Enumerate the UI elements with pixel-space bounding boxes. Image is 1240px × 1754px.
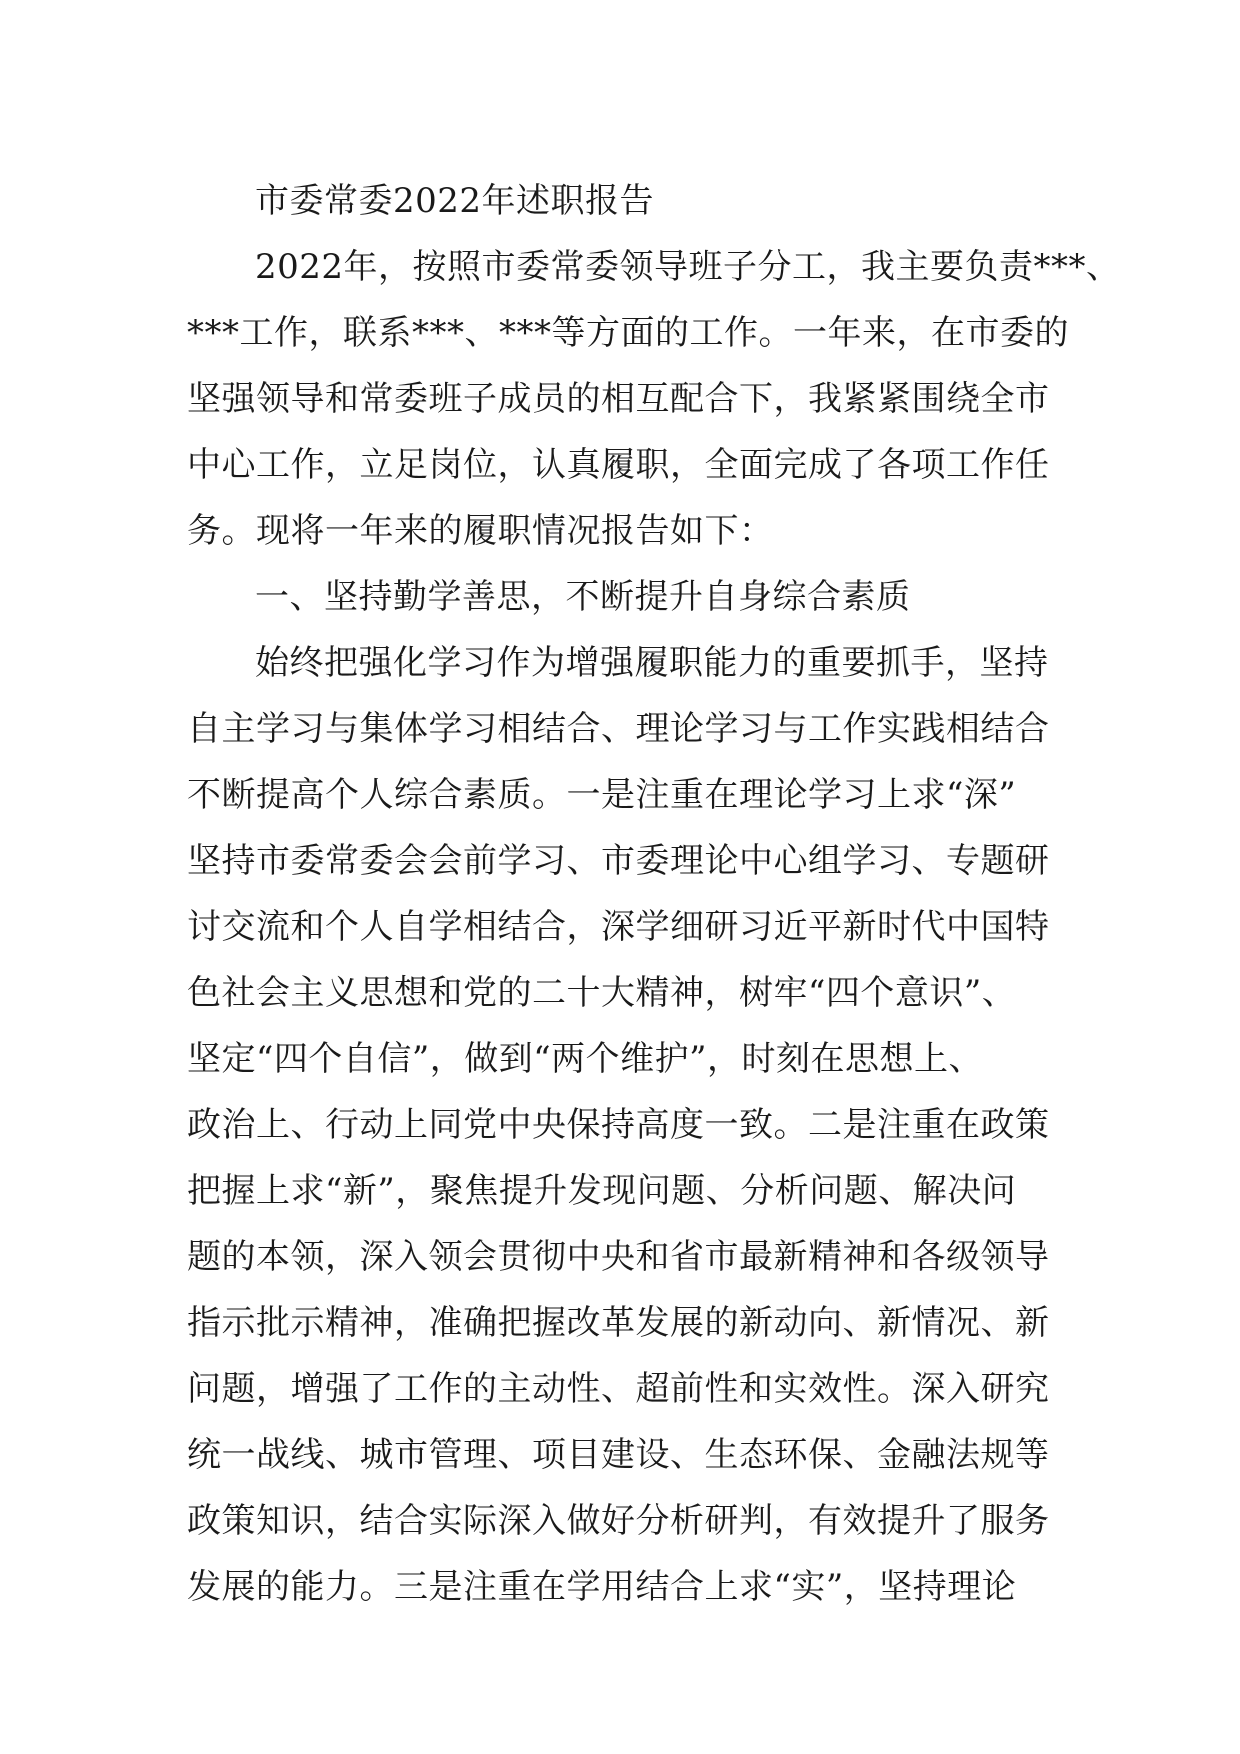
paragraph-line: 题的本领，深入领会贯彻中央和省市最新精神和各级领导 [187, 1237, 1050, 1277]
paragraph-line: 把握上求“新”，聚焦提升发现问题、分析问题、解决问 [187, 1171, 1017, 1211]
paragraph-line: 务。现将一年来的履职情况报告如下： [187, 511, 774, 551]
paragraph-line: 发展的能力。三是注重在学用结合上求“实”，坚持理论 [187, 1567, 1017, 1607]
paragraph-line: 指示批示精神，准确把握改革发展的新动向、新情况、新 [187, 1303, 1050, 1343]
paragraph-line: 2022年，按照市委常委领导班子分工，我主要负责***、 [255, 247, 1121, 287]
paragraph-line: 讨交流和个人自学相结合，深学细研习近平新时代中国特 [187, 907, 1050, 947]
paragraph-line: 问题，增强了工作的主动性、超前性和实效性。深入研究 [187, 1369, 1050, 1409]
paragraph-line: 坚定“四个自信”，做到“两个维护”，时刻在思想上、 [187, 1039, 984, 1079]
document-title: 市委常委2022年述职报告 [255, 181, 655, 221]
paragraph-line: 统一战线、城市管理、项目建设、生态环保、金融法规等 [187, 1435, 1050, 1475]
paragraph-line: 不断提高个人综合素质。一是注重在理论学习上求“深” [187, 775, 1017, 815]
section-heading: 一、坚持勤学善思，不断提升自身综合素质 [255, 577, 911, 617]
paragraph-line: 坚强领导和常委班子成员的相互配合下，我紧紧围绕全市 [187, 379, 1050, 419]
paragraph-line: 色社会主义思想和党的二十大精神，树牢“四个意识”、 [187, 973, 1017, 1013]
paragraph-line: 政治上、行动上同党中央保持高度一致。二是注重在政策 [187, 1105, 1050, 1145]
document-body [187, 168, 1121, 1620]
paragraph-line: ***工作，联系***、***等方面的工作。一年来，在市委的 [187, 313, 1069, 353]
paragraph-line: 政策知识，结合实际深入做好分析研判，有效提升了服务 [187, 1501, 1050, 1541]
paragraph-line: 坚持市委常委会会前学习、市委理论中心组学习、专题研 [187, 841, 1050, 881]
paragraph-line: 中心工作，立足岗位，认真履职，全面完成了各项工作任 [187, 445, 1050, 485]
paragraph-line: 始终把强化学习作为增强履职能力的重要抓手，坚持 [255, 643, 1049, 683]
paragraph-line: 自主学习与集体学习相结合、理论学习与工作实践相结合 [187, 709, 1050, 749]
